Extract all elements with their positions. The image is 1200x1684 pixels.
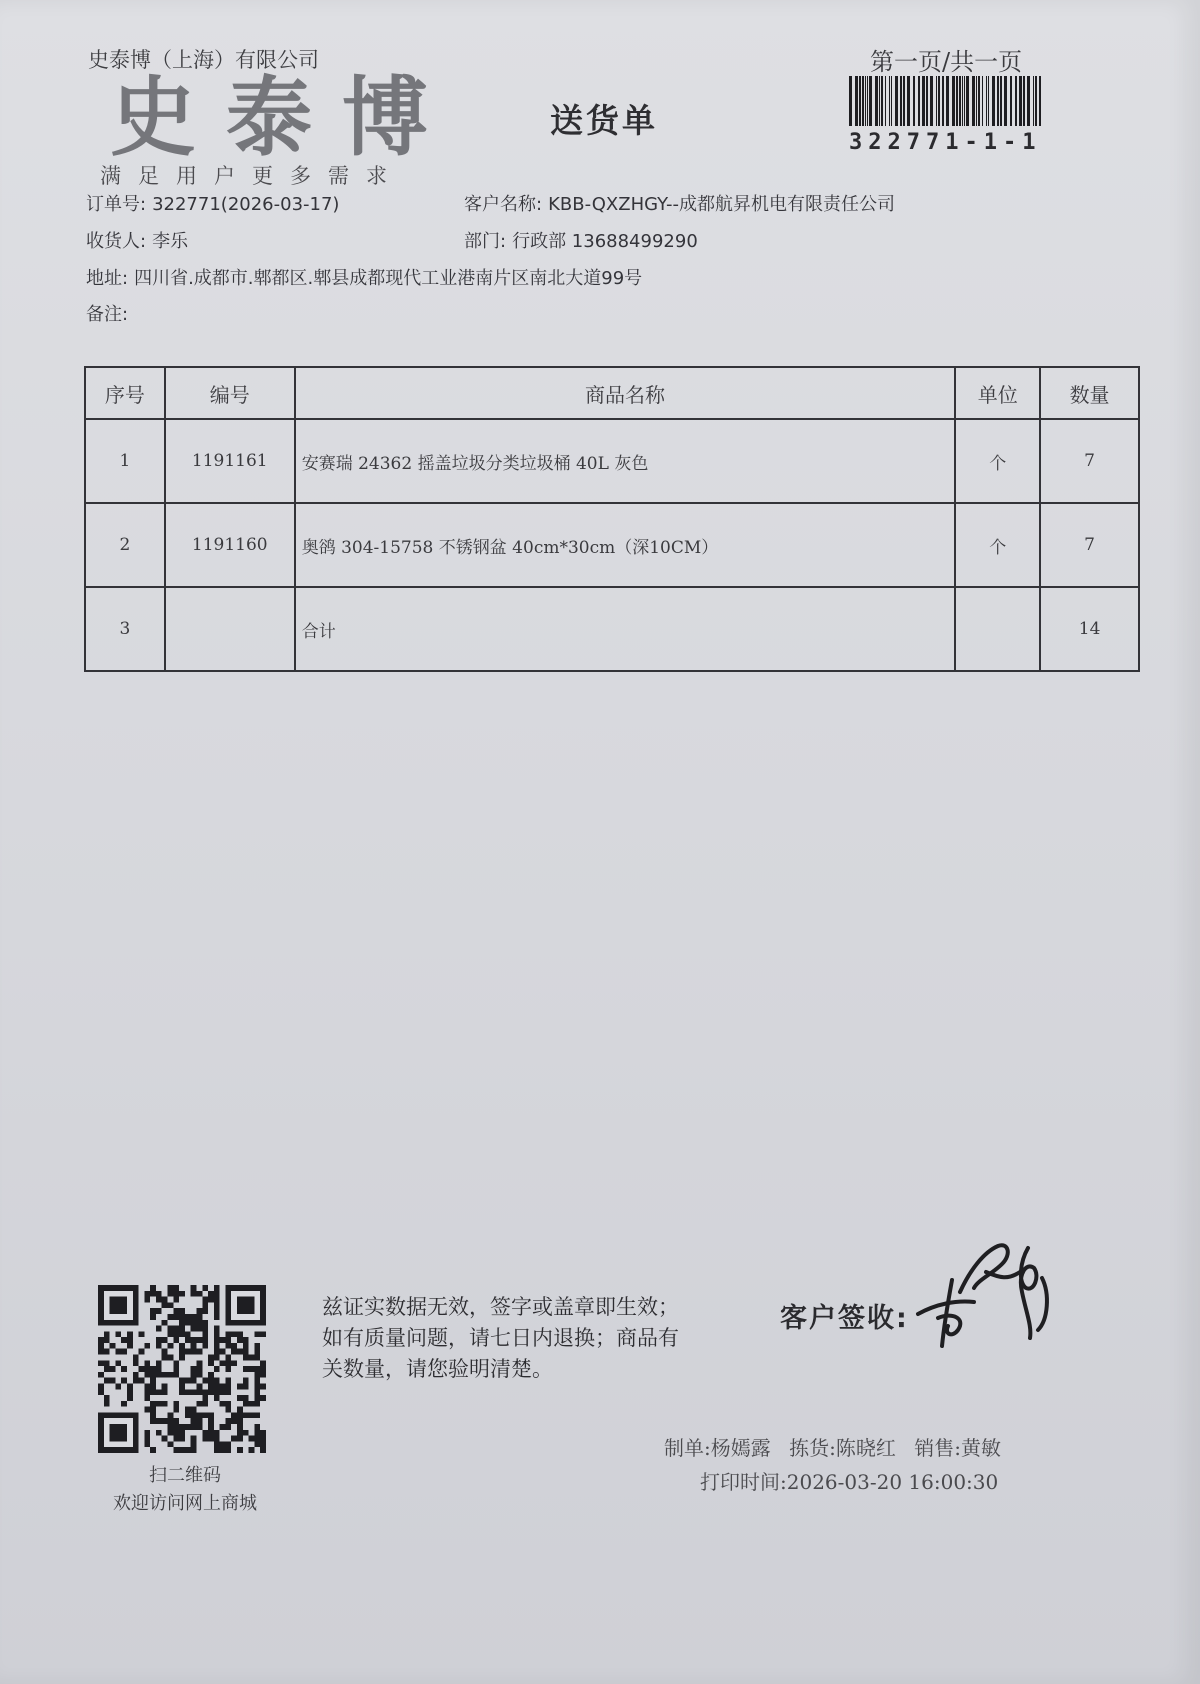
order-number-value: 322771(2026-03-17): [152, 194, 340, 215]
customer-field: [464, 190, 895, 216]
prepared-by-label: 制单:: [664, 1436, 711, 1460]
qr-code-icon: [98, 1285, 266, 1453]
header-name: 商品名称: [295, 367, 956, 419]
row-seq: 3: [85, 587, 165, 671]
staff-info: [664, 1432, 1013, 1461]
receiver-value: 李乐: [152, 231, 189, 252]
address-label: 地址:: [86, 268, 129, 289]
row-name: 合计: [295, 587, 956, 671]
logo-slogan: 满足用户更多需求: [100, 164, 404, 188]
customer-label: 客户名称:: [464, 194, 543, 215]
print-time-value: 2026-03-20 16:00:30: [786, 1470, 999, 1494]
row-qty: 14: [1040, 587, 1139, 671]
sales-label: 销售:: [914, 1436, 961, 1460]
table-row: [85, 419, 1139, 503]
company-name: 史泰博（上海）有限公司: [88, 48, 319, 72]
print-time-label: 打印时间:: [700, 1470, 787, 1494]
header-unit: 单位: [955, 367, 1040, 419]
header-seq: 序号: [85, 367, 165, 419]
notice-text: 兹证实数据无效，签字或盖章即生效；如有质量问题，请七日内退换；商品有关数量，请您验明清楚。: [322, 1295, 679, 1381]
barcode-icon: [847, 76, 1043, 126]
customer-value: KBB-QXZHGY--成都航昇机电有限责任公司: [548, 194, 895, 215]
customer-signature-label: 客户签收:: [780, 1303, 909, 1334]
department-field: [464, 227, 698, 253]
row-code: 1191161: [165, 419, 295, 503]
receiver-field: [86, 227, 188, 253]
handwritten-signature: [908, 1222, 1068, 1352]
order-number-label: 订单号:: [86, 194, 147, 215]
header-code: 编号: [165, 367, 295, 419]
row-code: [165, 587, 295, 671]
qr-caption: [90, 1462, 280, 1518]
items-table: [84, 366, 1140, 672]
row-seq: 2: [85, 503, 165, 587]
picked-by-value: 陈晓红: [835, 1436, 896, 1460]
row-name: 奥鹆 304-15758 不锈钢盆 40cm*30cm（深10CM）: [295, 503, 956, 587]
row-qty: 7: [1040, 419, 1139, 503]
company-logo: 史泰博: [110, 68, 458, 168]
receiver-label: 收货人:: [86, 231, 147, 252]
table-total-row: [85, 587, 1139, 671]
print-time: [700, 1466, 998, 1495]
department-label: 部门:: [464, 231, 507, 252]
department-value: 行政部 13688499290: [512, 231, 698, 252]
qr-caption-line2: 欢迎访问网上商城: [113, 1493, 257, 1514]
address-field: [86, 264, 642, 290]
qr-caption-line1: 扫二维码: [149, 1465, 221, 1486]
row-unit: [955, 587, 1040, 671]
table-header-row: [85, 367, 1139, 419]
barcode-number: 322771-1-1: [849, 130, 1042, 155]
document-title: 送货单: [550, 101, 658, 140]
header-qty: 数量: [1040, 367, 1139, 419]
remark-field: [86, 300, 134, 326]
picked-by-label: 拣货:: [789, 1436, 836, 1460]
row-seq: 1: [85, 419, 165, 503]
row-unit: 个: [955, 503, 1040, 587]
sales-value: 黄敏: [960, 1436, 1001, 1460]
address-value: 四川省.成都市.郫都区.郫县成都现代工业港南片区南北大道99号: [134, 268, 643, 289]
row-unit: 个: [955, 419, 1040, 503]
row-name: 安赛瑞 24362 摇盖垃圾分类垃圾桶 40L 灰色: [295, 419, 956, 503]
table-row: [85, 503, 1139, 587]
page-indicator: 第一页/共一页: [870, 48, 1023, 76]
order-number-field: [86, 190, 339, 216]
remark-label: 备注:: [86, 304, 129, 325]
row-code: 1191160: [165, 503, 295, 587]
prepared-by-value: 杨嫣露: [710, 1436, 771, 1460]
row-qty: 7: [1040, 503, 1139, 587]
